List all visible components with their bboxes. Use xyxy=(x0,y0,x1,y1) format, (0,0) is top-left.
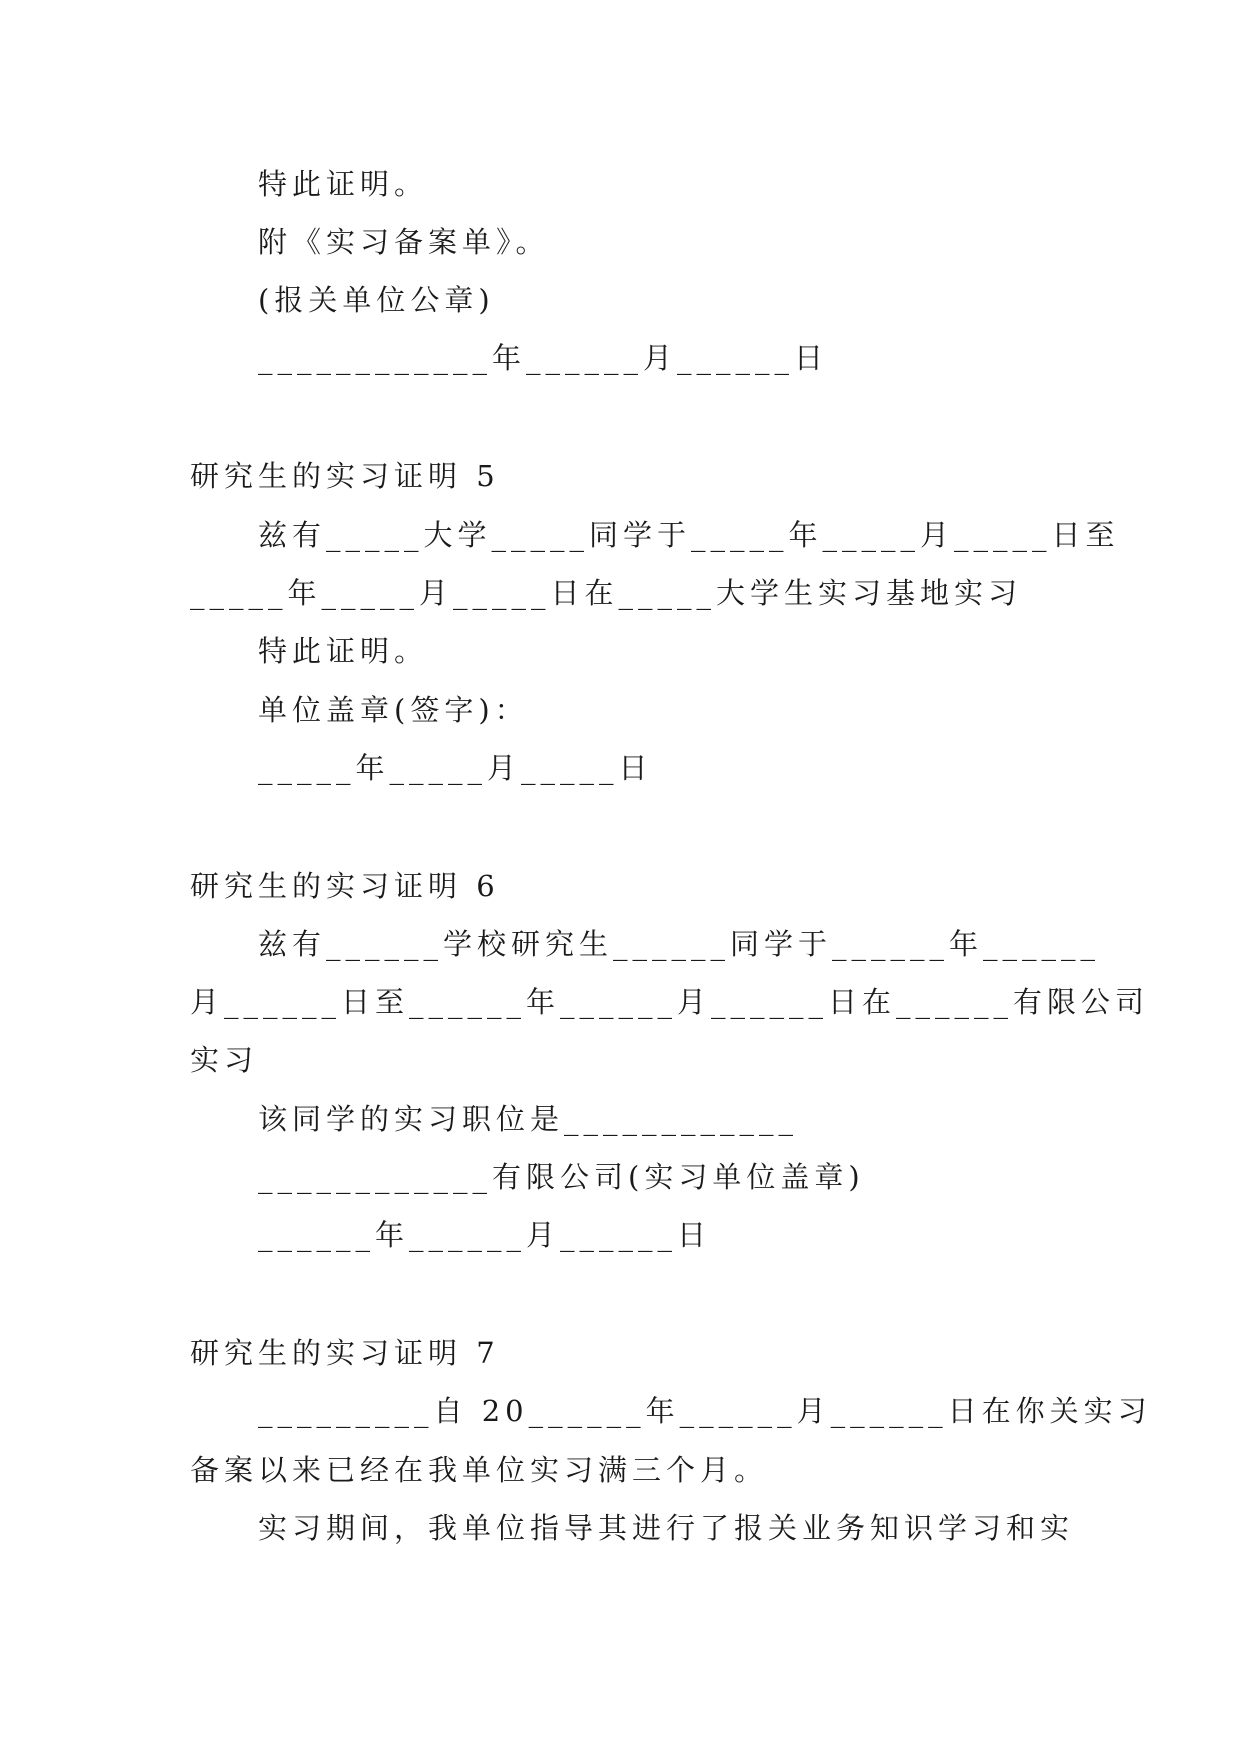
body-text: 兹有_____大学_____同学于_____年_____月_____日至 xyxy=(258,518,1120,552)
position-line: 该同学的实习职位是____________ xyxy=(258,1102,799,1136)
body-text: _____年_____月_____日在_____大学生实习基地实习 xyxy=(190,576,1023,610)
attachment-note: 附《实习备案单》。 xyxy=(258,225,550,259)
section-title: 研究生的实习证明 6 xyxy=(190,869,500,903)
section-title: 研究生的实习证明 7 xyxy=(190,1336,500,1370)
date-line: _____年_____月_____日 xyxy=(258,751,653,785)
closing-statement: 特此证明。 xyxy=(258,634,429,668)
body-text: 月______日至______年______月______日在______有限公司 xyxy=(190,985,1150,1019)
seal-line: (报关单位公章) xyxy=(258,283,495,317)
body-text: 实习 xyxy=(190,1043,259,1077)
closing-statement: 特此证明。 xyxy=(258,167,429,201)
body-text: 备案以来已经在我单位实习满三个月。 xyxy=(190,1453,769,1487)
date-line: ______年______月______日 xyxy=(258,1218,712,1252)
body-text: _________自 20______年______月______日在你关实习 xyxy=(258,1394,1152,1428)
date-line: ____________年______月______日 xyxy=(258,341,829,375)
signature-line: 单位盖章(签字)： xyxy=(258,693,529,727)
body-text: 兹有______学校研究生______同学于______年______ xyxy=(258,927,1101,961)
section-title: 研究生的实习证明 5 xyxy=(190,459,500,493)
body-text: 实习期间，我单位指导其进行了报关业务知识学习和实 xyxy=(258,1511,1075,1545)
company-seal-line: ____________有限公司(实习单位盖章) xyxy=(258,1160,865,1194)
